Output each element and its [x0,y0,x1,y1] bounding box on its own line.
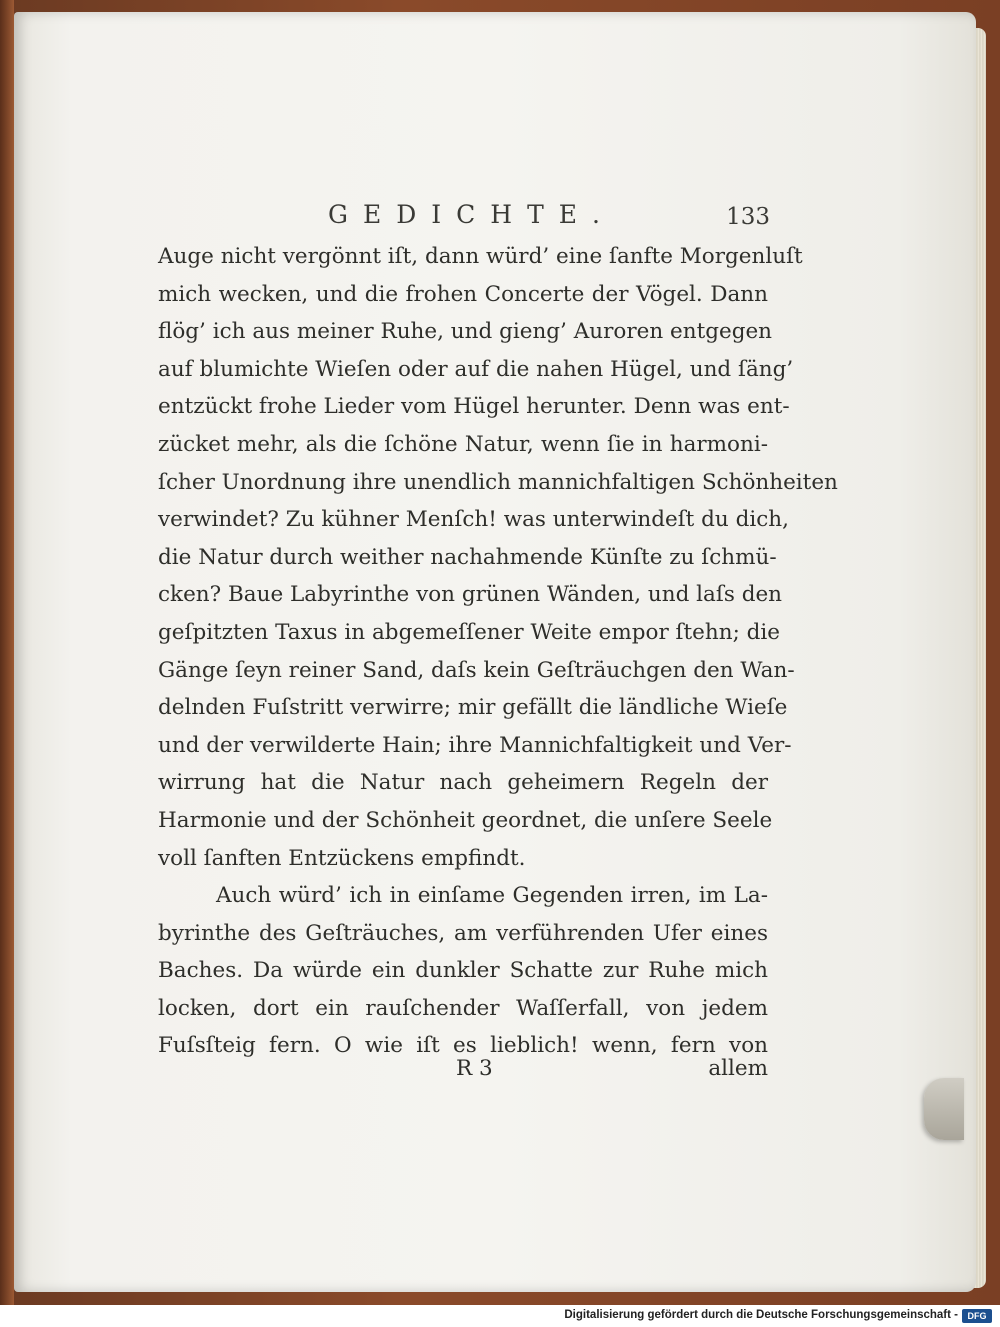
text-line: entzückt frohe Lieder vom Hügel herunter. Denn was ent- [158,394,790,420]
body-text [158,238,838,1065]
running-title: GEDICHTE. [328,200,615,229]
text-line: flög’ ich aus meiner Ruhe, und gieng’ Auroren entgegen [158,319,773,345]
text-line: und der verwilderte Hain; ihre Mannichfaltigkeit und Ver- [158,732,792,758]
text-line: wirrung hat die Natur nach geheimern Regeln der [158,770,768,796]
text-line: locken, dort ein rauſchender Waſſerfall, von jedem [158,995,768,1021]
page-number: 133 [726,204,770,230]
text-line: auf blumichte Wieſen oder auf die nahen Hügel, und ſäng’ [158,356,794,382]
page-footer [158,1056,768,1090]
dfg-logo: DFG [962,1309,992,1323]
text-line: die Natur durch weither nachahmende Künſte zu ſchmü- [158,544,777,570]
catchword: allem [708,1056,768,1081]
funding-credit: Digitalisierung gefördert durch die Deutsche Forschungsgemeinschaft - [564,1309,958,1321]
text-line: Harmonie und der Schönheit geordnet, die unſere Seele [158,807,773,833]
text-line: Gänge ſeyn reiner Sand, daſs kein Geſträuchgen den Wan- [158,657,795,683]
text-line: Baches. Da würde ein dunkler Schatte zur Ruhe mich [158,958,768,984]
text-line: voll ſanften Entzückens empfindt. [158,845,526,871]
text-line: zücket mehr, als die ſchöne Natur, wenn ſie in harmoni- [158,431,768,457]
text-line: verwindet? Zu kühner Menſch! was unterwindeſt du dich, [158,507,789,533]
text-line: byrinthe des Geſträuches, am verführenden Ufer eines [158,920,768,946]
text-line: Auge nicht vergönnt iſt, dann würd’ eine ſanfte Morgenluſt [158,244,803,269]
page-header [290,200,770,234]
text-line: Fuſsſteig fern. O wie iſt es lieblich! wenn, fern von [158,1033,768,1059]
text-line: mich wecken, und die frohen Concerte der Vögel. Dann [158,281,768,307]
text-line: ſcher Unordnung ihre unendlich mannichfaltigen Schönheiten [158,469,838,495]
paragraph-start-line: Auch würd’ ich in einſame Gegenden irren, im La- [216,883,768,909]
text-line: geſpitzten Taxus in abgemeſſener Weite empor ſtehn; die [158,619,781,645]
text-line: delnden Fuſstritt verwirre; mir gefällt die ländliche Wieſe [158,695,788,721]
book-cover-edge [0,0,14,1305]
credit-bar [0,1305,1000,1327]
text-line: cken? Baue Labyrinthe von grünen Wänden, und laſs den [158,582,783,608]
bookmark-tab [924,1078,964,1140]
signature-mark: R 3 [456,1056,493,1081]
